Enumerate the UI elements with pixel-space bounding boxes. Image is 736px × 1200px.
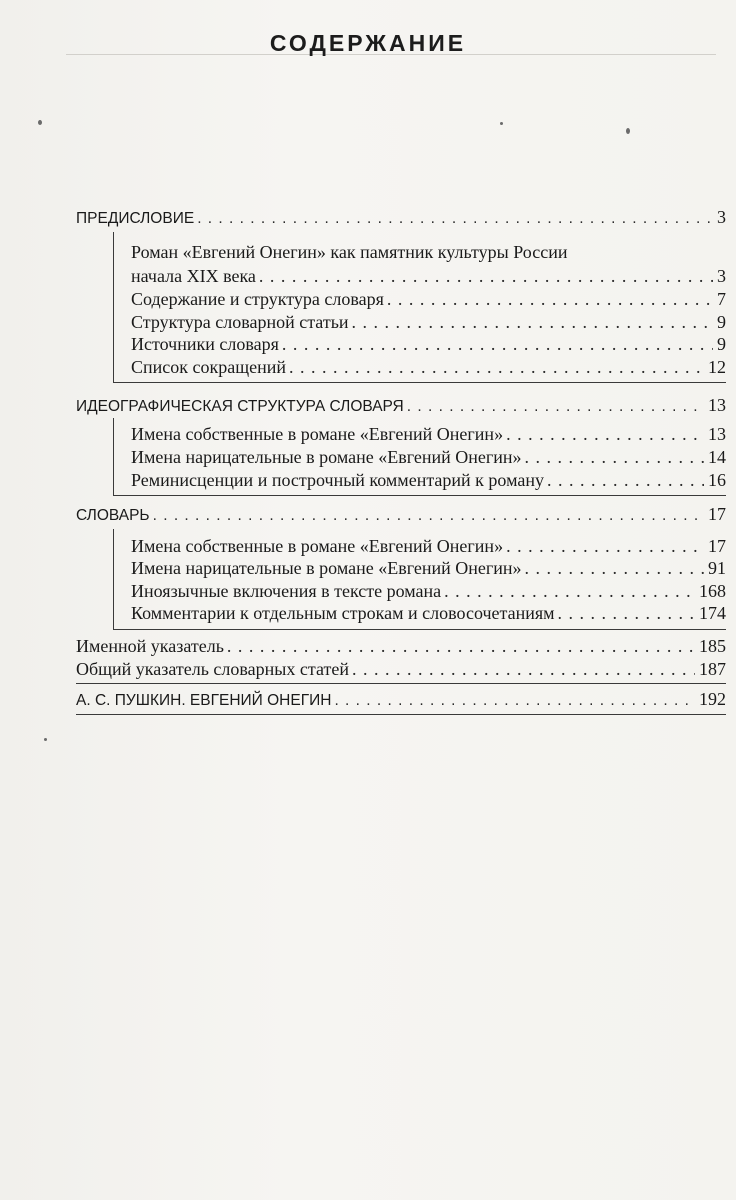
toc-item: [131, 334, 726, 355]
toc-page-number: 17: [708, 536, 726, 556]
toc-page-number: 185: [699, 636, 726, 656]
toc-heading-label: ПРЕДИСЛОВИЕ: [76, 210, 195, 227]
toc-page-number: 174: [699, 603, 726, 623]
toc-page-number: 91: [708, 558, 726, 578]
toc-leader-dots: [259, 266, 713, 287]
toc-item-label: Структура словарной статьи: [131, 312, 349, 332]
toc-item-label: Реминисценции и построчный комментарий к роману: [131, 470, 544, 490]
toc-leader-dots: [444, 581, 695, 602]
toc-leader-dots: [558, 603, 695, 624]
toc-section-heading: [76, 689, 726, 710]
toc-item: [131, 312, 726, 333]
section-frame-left: [113, 232, 114, 382]
toc-item: [131, 558, 726, 579]
toc-item: [76, 636, 726, 657]
toc-leader-dots: [352, 659, 695, 680]
toc-page-number: 13: [708, 395, 726, 415]
toc-page-number: 187: [699, 659, 726, 679]
toc-page-number: 13: [708, 424, 726, 444]
toc-item: [131, 470, 726, 491]
toc-page-number: 12: [708, 357, 726, 377]
section-frame-bottom: [113, 495, 726, 496]
toc-item-label: Список сокращений: [131, 357, 286, 377]
toc-page-number: 192: [699, 689, 726, 709]
toc-item-label: Имена нарицательные в романе «Евгений Онегин»: [131, 447, 522, 467]
toc-section-heading: [76, 504, 726, 525]
final-rule: [76, 714, 726, 715]
toc-item-label: Содержание и структура словаря: [131, 289, 384, 309]
toc-heading-label: СЛОВАРЬ: [76, 507, 150, 524]
toc-item-label: Имена собственные в романе «Евгений Онегин»: [131, 424, 504, 444]
toc-page-number: 9: [717, 312, 726, 332]
toc-page-number: 16: [708, 470, 726, 490]
toc-page-number: 7: [717, 289, 726, 309]
toc-leader-dots: [525, 558, 704, 579]
toc-page-number: 9: [717, 334, 726, 354]
toc-item-label: Имена нарицательные в романе «Евгений Онегин»: [131, 558, 522, 578]
toc-leader-dots: [153, 507, 704, 525]
toc-page-number: 3: [717, 266, 726, 286]
toc-item: [131, 603, 726, 624]
toc-item: [76, 659, 726, 680]
toc-item: [131, 357, 726, 378]
toc-item: [131, 289, 726, 310]
toc-leader-dots: [227, 636, 695, 657]
toc-leader-dots: [387, 289, 713, 310]
toc-item-label: Общий указатель словарных статей: [76, 659, 349, 679]
toc-item-label: Иноязычные включения в тексте романа: [131, 581, 442, 601]
section-frame-left: [113, 418, 114, 495]
section-frame-bottom: [113, 629, 726, 630]
toc-item: [131, 447, 726, 468]
toc-leader-dots: [506, 424, 704, 445]
toc-item-label: Источники словаря: [131, 334, 279, 354]
toc-leader-dots: [525, 447, 704, 468]
toc-leader-dots: [506, 536, 704, 557]
toc-item: [131, 581, 726, 602]
toc-heading-label: ИДЕОГРАФИЧЕСКАЯ СТРУКТУРА СЛОВАРЯ: [76, 398, 404, 415]
section-frame-left: [113, 529, 114, 629]
toc-section-heading: [76, 395, 726, 416]
page-title: СОДЕРЖАНИЕ: [269, 30, 467, 56]
section-frame-bottom: [113, 382, 726, 383]
toc-item-label: Комментарии к отдельным строкам и словосочетаниям: [131, 603, 555, 623]
toc-item-line: Роман «Евгений Онегин» как памятник культуры России: [131, 242, 568, 262]
toc-leader-dots: [197, 210, 713, 228]
toc-leader-dots: [282, 334, 713, 355]
toc-page-number: 3: [717, 207, 726, 227]
toc-item-label: Именной указатель: [76, 636, 224, 656]
toc-page-number: 168: [699, 581, 726, 601]
toc-leader-dots: [289, 357, 704, 378]
toc-page-number: 14: [708, 447, 726, 467]
toc-item: [131, 424, 726, 445]
toc-page-number: 17: [708, 504, 726, 524]
toc-item-label: Имена собственные в романе «Евгений Онегин»: [131, 536, 504, 556]
toc-item: [131, 536, 726, 557]
tail-rule: [76, 683, 726, 684]
toc-leader-dots: [407, 398, 704, 416]
toc-leader-dots: [547, 470, 704, 491]
toc-leader-dots: [334, 692, 695, 710]
toc-section-heading: [76, 207, 726, 228]
toc-item-label: начала XIX века: [131, 266, 256, 286]
toc-item: [131, 266, 726, 287]
toc-heading-label: А. С. ПУШКИН. ЕВГЕНИЙ ОНЕГИН: [76, 692, 332, 709]
toc-leader-dots: [352, 312, 713, 333]
